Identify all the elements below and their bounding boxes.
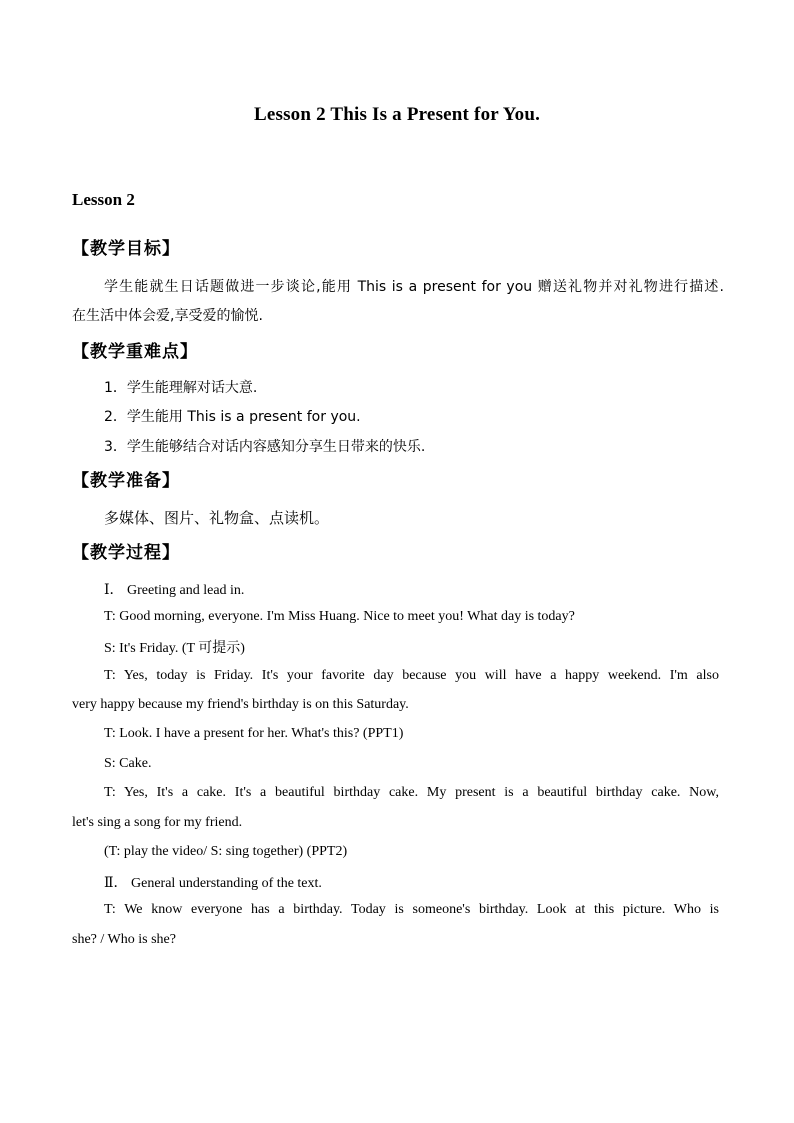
process-line-3: S: It's Friday. (T 可提示) bbox=[104, 641, 245, 656]
lesson-subtitle: Lesson 2 bbox=[72, 190, 135, 209]
key-points-heading: 【教学重难点】 bbox=[72, 342, 198, 362]
key-point-1: 1．学生能理解对话大意. bbox=[104, 380, 258, 396]
process-line-8: T: Yes, It's a cake. It's a beautiful birthday cake. My present is a beautiful birthday cake. Now, bbox=[104, 785, 719, 800]
process-line-7: S: Cake. bbox=[104, 756, 152, 771]
objectives-line-2: 在生活中体会爱,享受爱的愉悦. bbox=[72, 308, 263, 324]
process-line-13: she? / Who is she? bbox=[72, 932, 176, 947]
process-line-9: let's sing a song for my friend. bbox=[72, 815, 243, 830]
process-heading: 【教学过程】 bbox=[72, 543, 180, 563]
process-line-6: T: Look. I have a present for her. What's this? (PPT1) bbox=[104, 726, 404, 741]
process-line-1: Ⅰ． Greeting and lead in. bbox=[104, 583, 245, 598]
page-title: Lesson 2 This Is a Present for You. bbox=[253, 104, 541, 125]
process-line-4: T: Yes, today is Friday. It's your favorite day because you will have a happy weekend. I'm also bbox=[104, 668, 719, 683]
process-line-10: (T: play the video/ S: sing together) (PPT2) bbox=[104, 844, 348, 859]
key-point-2: 2．学生能用 This is a present for you. bbox=[104, 409, 361, 425]
process-line-5: very happy because my friend's birthday is on this Saturday. bbox=[72, 697, 409, 712]
process-line-2: T: Good morning, everyone. I'm Miss Huang. Nice to meet you! What day is today? bbox=[104, 609, 575, 624]
objectives-heading: 【教学目标】 bbox=[72, 239, 180, 259]
preparation-heading: 【教学准备】 bbox=[72, 471, 180, 491]
key-point-3: 3．学生能够结合对话内容感知分享生日带来的快乐. bbox=[104, 439, 426, 455]
objectives-line-1: 学生能就生日话题做进一步谈论,能用 This is a present for you 赠送礼物并对礼物进行描述. bbox=[104, 279, 724, 295]
process-line-12: T: We know everyone has a birthday. Today is someone's birthday. Look at this picture. Who is bbox=[104, 902, 719, 917]
preparation-text: 多媒体、图片、礼物盒、点读机。 bbox=[104, 509, 330, 527]
process-line-11: Ⅱ． General understanding of the text. bbox=[104, 876, 322, 891]
